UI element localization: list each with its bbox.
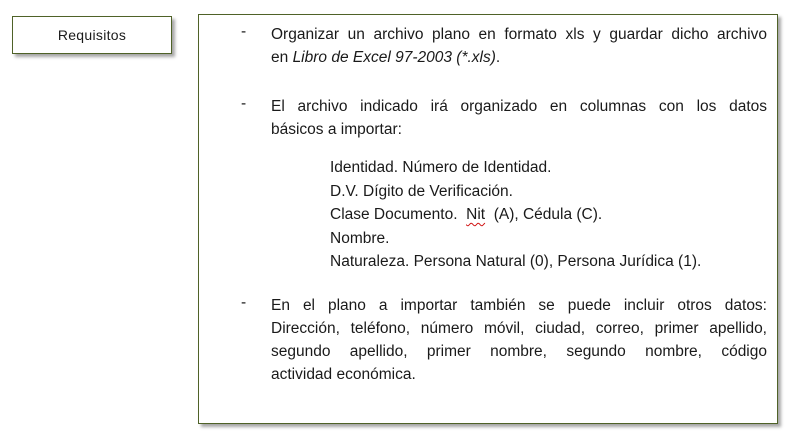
requirement-3-line-3: segundo apellido, primer nombre, segundo nombre, código	[271, 343, 767, 360]
requirement-3-line-1: En el plano a importar también se puede incluir otros datos:	[271, 297, 767, 314]
requirement-3-line-2: Dirección, teléfono, número móvil, ciudad, correo, primer apellido,	[271, 320, 767, 337]
field-clase-suffix: (A), Cédula (C).	[485, 206, 603, 223]
requirement-item-1	[271, 23, 767, 69]
requirement-2-line-2: básicos a importar:	[271, 121, 402, 138]
requirement-item-2	[271, 95, 767, 141]
bullet-1: -	[241, 23, 247, 40]
excel-format-name: Libro de Excel 97-2003 (*.xls)	[292, 49, 496, 66]
requisitos-label-box	[12, 16, 172, 54]
bullet-3: -	[241, 294, 247, 311]
requirement-1-suffix: .	[495, 49, 501, 66]
field-clase-nit: Nit	[466, 206, 486, 223]
requirement-3-line-4: actividad económica.	[271, 366, 416, 383]
field-clase-prefix: Clase Documento.	[330, 206, 467, 223]
field-identidad: Identidad. Número de Identidad.	[330, 159, 552, 176]
import-fields-list	[330, 156, 701, 274]
field-naturaleza: Naturaleza. Persona Natural (0), Persona Jurídica (1).	[330, 253, 702, 270]
bullet-2: -	[241, 95, 247, 112]
requirements-panel	[198, 14, 778, 424]
field-nombre: Nombre.	[330, 229, 390, 247]
field-dv: D.V. Dígito de Verificación.	[330, 182, 513, 200]
requirement-2-line-1: El archivo indicado irá organizado en columnas con los datos	[271, 98, 767, 115]
requisitos-label: Requisitos	[57, 27, 127, 43]
requirement-item-3	[271, 294, 767, 386]
requirement-1-prefix: en	[271, 49, 293, 66]
requirement-1-line-2	[271, 46, 767, 69]
requirement-1-line-1: Organizar un archivo plano en formato xls y guardar dicho archivo	[271, 26, 767, 43]
field-clase-documento	[330, 203, 701, 227]
